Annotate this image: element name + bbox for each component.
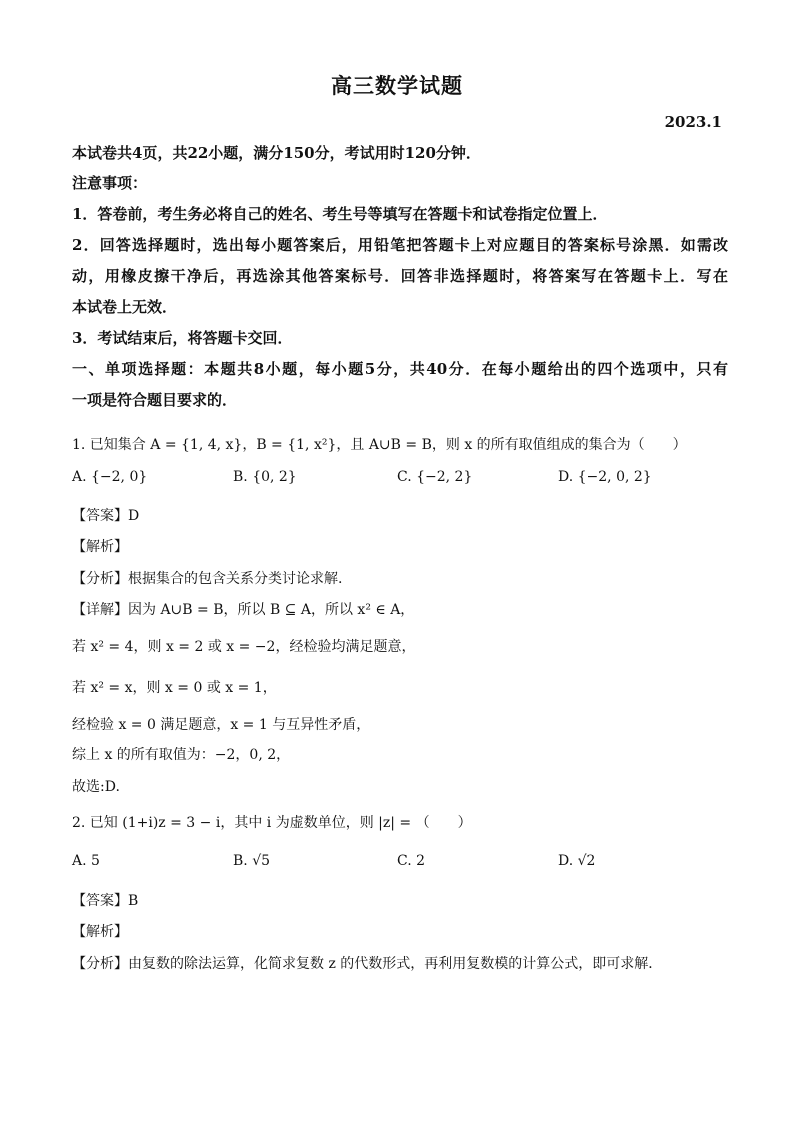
question-2-analysis-heading: 【解析】 [72,924,128,940]
question-1-summary: 综上 x 的所有取值为：−2，0, 2， [72,747,291,763]
notice-item-1: 1．答卷前，考生务必将自己的姓名、考生号等填写在答题卡和试卷指定位置上． [72,205,608,223]
page-title: 高三数学试题 [331,73,463,98]
question-1-check: 经检验 x = 0 满足题意，x = 1 与互异性矛盾， [72,717,371,733]
notice-heading: 注意事项： [72,174,148,192]
question-1-answer: 【答案】D [72,508,140,524]
question-2-option-b: B. √5 [233,853,271,869]
question-1-case-2: 若 x² = x，则 x = 0 或 x = 1， [72,680,277,696]
question-1-analysis-heading: 【解析】 [72,539,128,555]
question-2-option-d: D. √2 [558,853,596,869]
notice-item-3: 3．考试结束后，将答题卡交回． [72,329,293,347]
exam-date: 2023.1 [664,113,722,131]
section-1-heading-line-2: 一项是符合题目要求的． [72,391,238,409]
section-1-heading-line-1: 一、单项选择题：本题共8小题，每小题5分，共40分．在每小题给出的四个选项中，只有 [72,360,728,378]
notice-item-2-line-2: 动，用橡皮擦干净后，再选涂其他答案标号．回答非选择题时，将答案写在答题卡上．写在 [72,267,728,285]
question-2-stem: 2. 已知 (1+i)z = 3 − i，其中 i 为虚数单位，则 |z| = （ ） [72,815,472,831]
question-1-detail: 【详解】因为 A∪B = B，所以 B ⊆ A，所以 x² ∈ A， [72,602,415,618]
question-1-choice: 故选:D. [72,779,120,795]
notice-item-2-line-3: 本试卷上无效． [72,298,178,316]
question-1-stem: 1. 已知集合 A = {1, 4, x}，B = {1, x²}，且 A∪B = B，则 x 的所有取值组成的集合为（ ） [72,437,687,453]
notice-item-2-line-1: 2．回答选择题时，选出每小题答案后，用铅笔把答题卡上对应题目的答案标号涂黑．如需改 [72,236,728,254]
question-2-answer: 【答案】B [72,893,139,909]
question-1-analysis: 【分析】根据集合的包含关系分类讨论求解. [72,571,343,587]
question-1-case-1: 若 x² = 4，则 x = 2 或 x = −2，经检验均满足题意， [72,639,416,655]
question-2-option-c: C. 2 [397,853,426,869]
question-1-option-d: D. {−2, 0, 2} [558,469,652,485]
question-2-analysis: 【分析】由复数的除法运算，化简求复数 z 的代数形式，再利用复数模的计算公式，即可求解． [72,956,663,972]
question-2-option-a: A. 5 [72,853,100,869]
question-1-option-a: A. {−2, 0} [72,469,148,485]
question-1-option-b: B. {0, 2} [233,469,297,485]
exam-intro: 本试卷共4页，共22小题，满分150分，考试用时120分钟． [72,144,481,162]
question-1-option-c: C. {−2, 2} [397,469,473,485]
